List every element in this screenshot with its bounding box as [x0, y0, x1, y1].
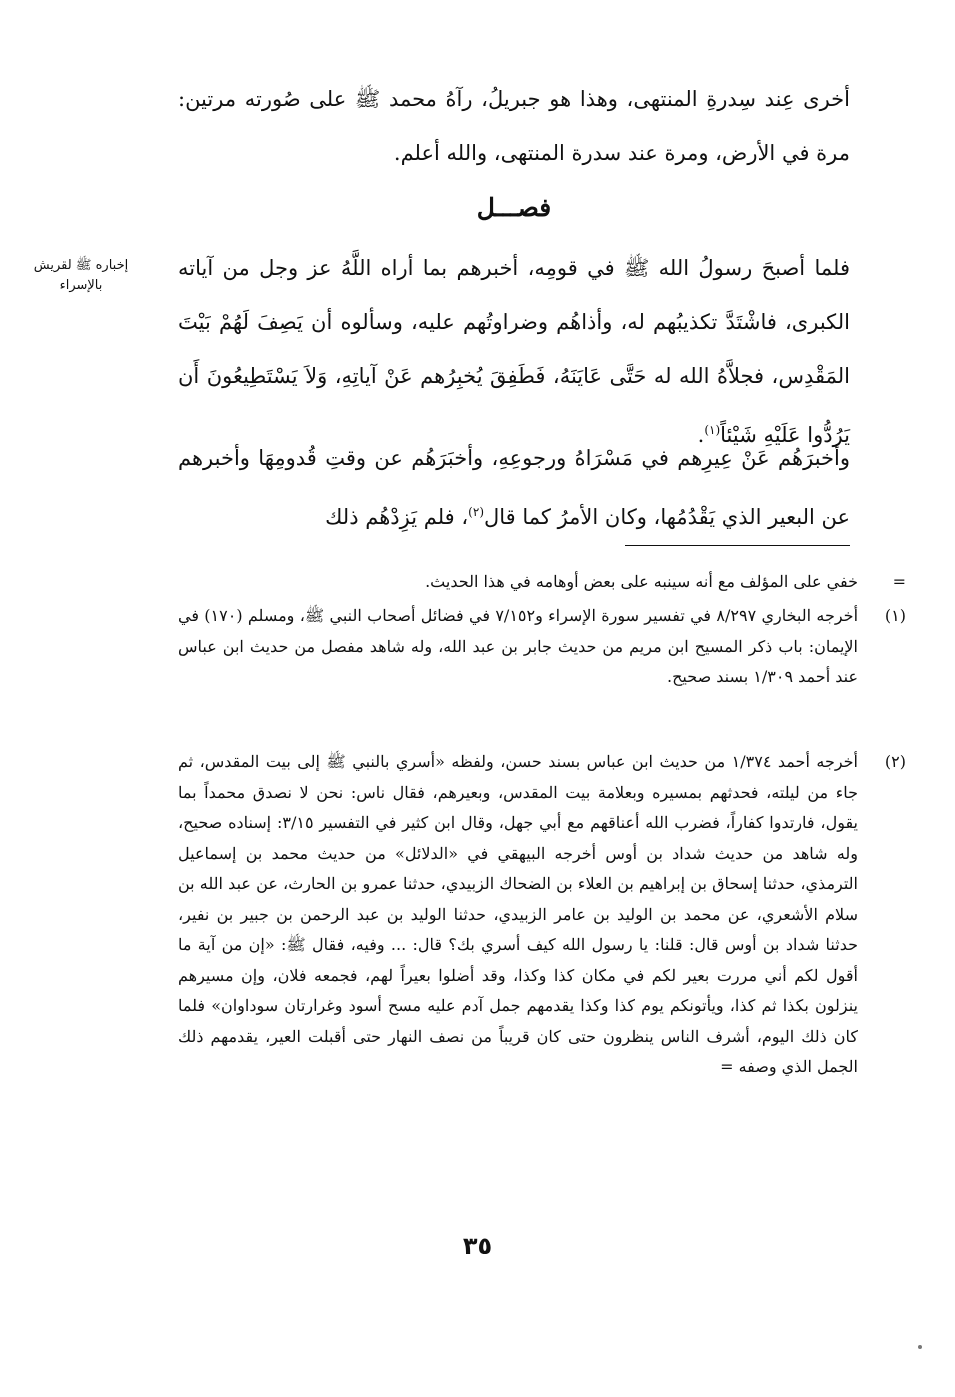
- footnote-separator: [625, 545, 850, 546]
- section-title: فصـــل: [476, 193, 552, 222]
- paragraph-1-end: .: [697, 423, 705, 447]
- footnote-text: أخرجه البخاري ٨/٢٩٧ في تفسير سورة الإسراء و٧/١٥٢ في فضائل أصحاب النبي ﷺ، ومسلم (١٧٠) في الإيمان: باب ذكر المسيح ابن مريم من حديث جابر بن عبد الله، وله شاهد مفصل من حديث ابن عباس عند أحمد ١/٣٠٩ بسند صحيح.: [178, 606, 859, 686]
- continuation-paragraph: أخرى عِند سِدرةِ المنتهى، وهذا هو جبريلُ، رآهُ محمد ﷺ على صُورته مرتين: مرة في الأرض، ومرة عند سدرة المنتهى، والله أعلم.: [178, 87, 850, 165]
- scan-speck: [918, 1345, 922, 1349]
- footnote-text: أخرجه أحمد ١/٣٧٤ من حديث ابن عباس بسند حسن، ولفظه «أسري بالنبي ﷺ إلى بيت المقدس، ثم جاء من ليلته، فحدثهم بمسيره وبعلامة بيت المقدس، وبعيرهم، فقال ناس: نحن لا نصدق محمداً بما يقول، فارتدوا كفاراً، فضرب الله أعناقهم مع أبي جهل، وقال ابن كثير في التفسير ٣/١٥: إسناده صحيح، وله شاهد من حديث شداد بن أوس أخرجه البيهقي في «الدلائل» من حديث محمد بن إسماعيل الترمذي، حدثنا إسحاق بن إبراهيم بن العلاء بن الضحاك الزبيدي، حدثنا عمرو بن الحارث، عن عبد الله بن سلام الأشعري، عن محمد بن الوليد بن عامر الزبيدي، حدثنا الوليد بن عبد الرحمن بن جبير بن نفير، حدثنا شداد بن أوس قال: قلنا: يا رسول الله كيف أسري بك؟ قال: ... وفيه، فقال ﷺ: «إن من آية ما أقول لكم أني مررت بعير لكم في مكان كذا وكذا، وقد أضلوا بعيراً لهم، فجمعه فلان، وإن مسيرهم ينزلون بكذا ثم كذا، ويأتونكم يوم كذا وكذا يقدمهم جمل آدم عليه مسح أسود وغرارتان سوداوان» فلما كان ذلك اليوم، أشرف الناس ينظرون حتى كان قريباً من نصف النهار حتى أقبلت العير، يقدمهم ذلك الجمل الذي وصفه =: [178, 752, 859, 1076]
- footnote-mark: (١): [884, 606, 906, 625]
- footnote-continuation: [178, 567, 906, 598]
- paragraph-2-text: وأخبرَهُم عَنْ عِيرِهم في مَسْرَاهُ ورجوعِهِ، وأخبَرَهُم عن وقتِ قُدومِهَا وأخبرهم عن البعير الذي يَقْدُمُها، وكان الأمرُ كما قال: [178, 446, 850, 529]
- footnote-ref-2: (٢): [468, 505, 484, 519]
- footnote-mark: (٢): [884, 752, 906, 771]
- paragraph-2-end: ، فلم يَزِدْهُم ذلك: [325, 505, 469, 529]
- paragraph-1-text: فلما أصبحَ رسولُ الله ﷺ في قومِه، أخبرهم بما أراه اللَّهُ عز وجل من آياته الكبرى، فاشْتَدَّ تكذيبُهم له، وأذاهُم وضراوتُهم عليه، وسألوه أن يَصِفَ لَهُمْ بَيْتَ المَقْدِس، فجلاَّهُ الله له حَتَّى عَايَنَهُ، فَطَفِقَ يُخبِرُهم عَنْ آياتِهِ، وَلاَ يَسْتَطِيعُونَ أَن يَرُدُّوا عَلَيْهِ شَيْئاً: [178, 256, 851, 447]
- footnote-1: [178, 601, 906, 693]
- footnote-2: [178, 747, 906, 1083]
- margin-note: إخباره ﷺ لقريش بالإسراء: [33, 258, 129, 293]
- paragraph-2: [178, 431, 850, 544]
- footnote-mark: =: [892, 572, 906, 591]
- footnote-text: خفي على المؤلف مع أنه سينبه على بعض أوهامه في هذا الحديث.: [425, 572, 858, 591]
- page-number: ٣٥: [462, 1232, 493, 1260]
- paragraph-1: [178, 241, 850, 462]
- footnote-ref-1: (١): [704, 423, 721, 437]
